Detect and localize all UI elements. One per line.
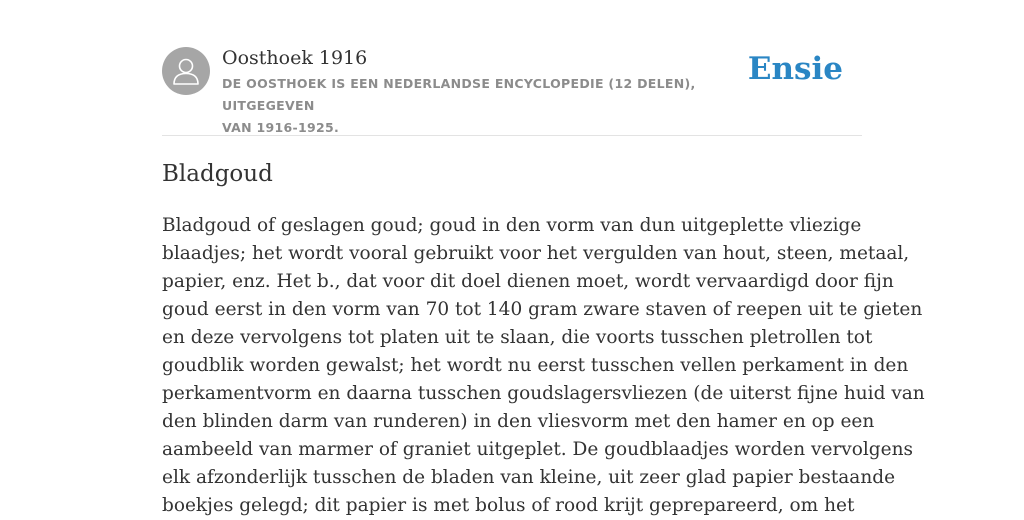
body-line: goud eerst in den vorm van 70 tot 140 gram zware staven of reepen uit te gieten	[162, 299, 923, 320]
source-description-line: VAN 1916-1925.	[222, 120, 340, 135]
body-line: papier, enz. Het b., dat voor dit doel dienen moet, wordt vervaardigd door fijn	[162, 271, 894, 292]
source-avatar[interactable]	[162, 47, 210, 95]
user-icon	[162, 47, 210, 95]
body-line: Bladgoud of geslagen goud; goud in den vorm van dun uitgeplette vliezige	[162, 215, 862, 236]
article-page	[162, 0, 925, 516]
body-line: den blinden darm van runderen) in den vliesvorm met den hamer en op een	[162, 411, 875, 432]
article-body	[162, 212, 925, 520]
ensie-logo[interactable]: Ensie	[747, 51, 843, 87]
body-line: blaadjes; het wordt vooral gebruikt voor het vergulden van hout, steen, metaal,	[162, 243, 910, 264]
article-title: Bladgoud	[162, 161, 273, 187]
source-name[interactable]: Oosthoek 1916	[222, 47, 368, 69]
body-line: elk afzonderlijk tusschen de bladen van kleine, uit zeer glad papier bestaande	[162, 467, 896, 488]
source-header	[162, 47, 862, 135]
body-line: perkamentvorm en daarna tusschen goudslagersvliezen (de uiterst fijne huid van	[162, 383, 925, 404]
body-line: aambeeld van marmer of graniet uitgeplet. De goudblaadjes worden vervolgens	[162, 439, 913, 460]
body-line: boekjes gelegd; dit papier is met bolus of rood krijt geprepareerd, om het	[162, 495, 855, 516]
source-description	[222, 73, 762, 139]
body-line: goudblik worden gewalst; het wordt nu eerst tusschen vellen perkament in den	[162, 355, 909, 376]
body-line: en deze vervolgens tot platen uit te slaan, die voorts tusschen pletrollen tot	[162, 327, 873, 348]
header-divider	[162, 135, 862, 136]
source-description-line: DE OOSTHOEK IS EEN NEDERLANDSE ENCYCLOPEDIE (12 DELEN), UITGEGEVEN	[222, 76, 696, 113]
